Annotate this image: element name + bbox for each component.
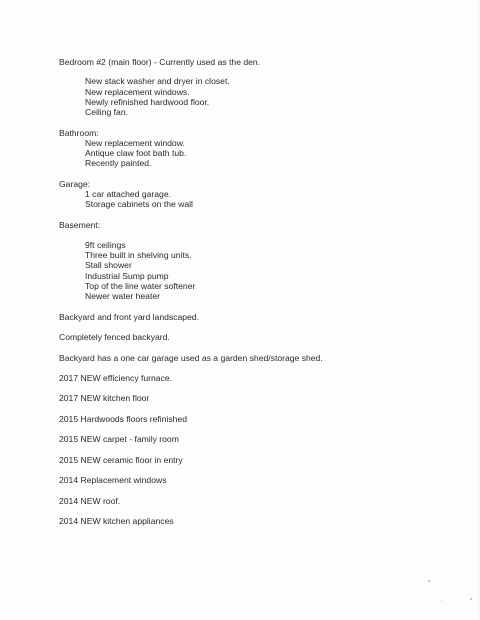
garage-item: Storage cabinets on the wall: [85, 199, 193, 209]
basement-item: Industrial Sump pump: [85, 271, 169, 281]
note-line: 2017 NEW kitchen floor: [59, 393, 150, 403]
note-line: Backyard has a one car garage used as a garden shed/storage shed.: [59, 353, 323, 363]
garage-heading: Garage:: [59, 179, 91, 189]
note-line: 2015 NEW ceramic floor in entry: [59, 455, 183, 465]
bathroom-item: Antique claw foot bath tub.: [85, 148, 187, 158]
note-line: 2014 Replacement windows: [59, 475, 167, 485]
bathroom-item: New replacement window.: [85, 138, 185, 148]
bedroom2-heading: Bedroom #2 (main floor) - Currently used as the den.: [59, 57, 261, 67]
basement-item: Top of the line water softener: [85, 281, 196, 291]
note-line: Completely fenced backyard.: [59, 332, 170, 342]
basement-heading: Basement:: [59, 220, 101, 230]
basement-item: Three built in shelving units.: [85, 250, 192, 260]
bathroom-item: Recently painted.: [85, 158, 152, 168]
scan-speck: [428, 580, 430, 582]
basement-item: Stall shower: [85, 260, 132, 270]
scan-speck: [441, 600, 442, 601]
note-line: 2015 Hardwoods floors refinished: [59, 414, 188, 424]
basement-item: Newer water heater: [85, 291, 160, 301]
note-line: 2014 NEW kitchen appliances: [59, 516, 174, 526]
note-line: 2017 NEW efficiency furnace.: [59, 373, 173, 383]
bedroom2-item: Ceiling fan.: [85, 107, 128, 117]
bedroom2-item: New stack washer and dryer in closet.: [85, 76, 230, 86]
note-line: Backyard and front yard landscaped.: [59, 312, 199, 322]
note-line: 2014 NEW roof.: [59, 496, 121, 506]
scan-speck: [470, 598, 472, 600]
garage-item: 1 car attached garage.: [85, 189, 171, 199]
note-line: 2015 NEW carpet - family room: [59, 434, 179, 444]
basement-item: 9ft ceilings: [85, 240, 126, 250]
bedroom2-item: New replacement windows.: [85, 87, 190, 97]
bedroom2-item: Newly refinished hardwood floor.: [85, 97, 210, 107]
bathroom-heading: Bathroom:: [59, 128, 99, 138]
